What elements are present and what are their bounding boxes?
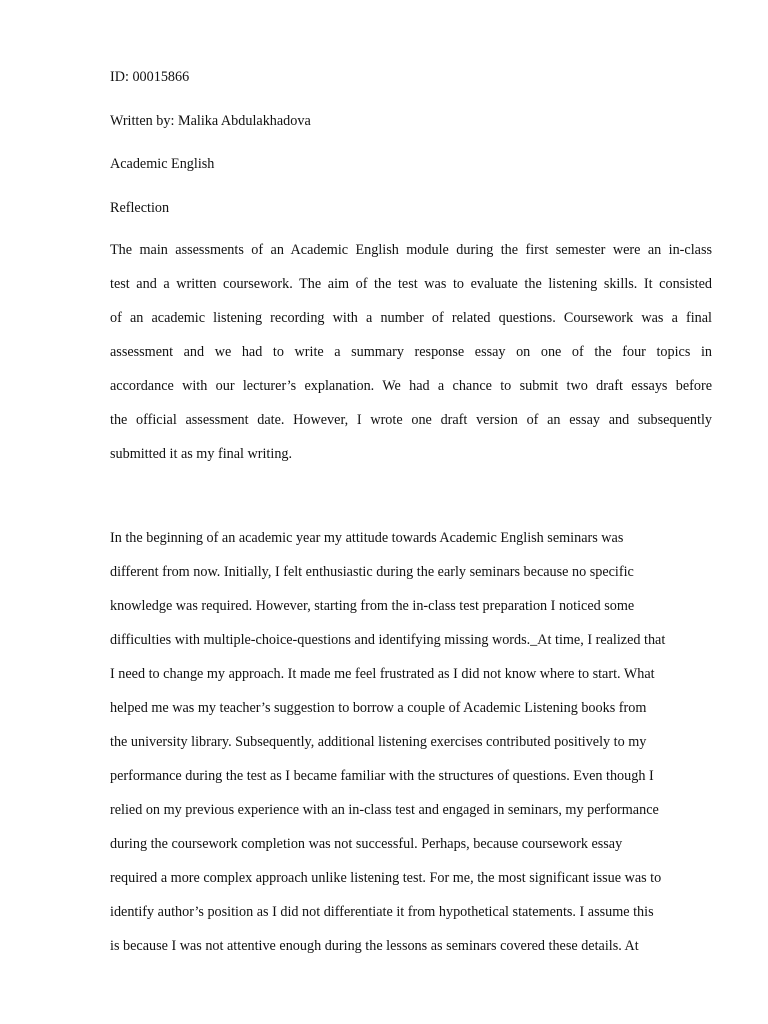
paragraph-line: identify author’s position as I did not differentiate it from hypothetical statements. I assume this [110, 904, 654, 920]
paragraph-line: relied on my previous experience with an in-class test and engaged in seminars, my performance [110, 802, 659, 818]
paragraph-line: of an academic listening recording with a number of related questions. Coursework was a final [110, 310, 712, 326]
paragraph-line: difficulties with multiple-choice-questions and identifying missing words._At time, I realized that [110, 632, 666, 648]
paragraph-line: the official assessment date. However, I wrote one draft version of an essay and subsequently [110, 412, 712, 428]
course-name: Academic English [110, 156, 215, 172]
paragraph-line: I need to change my approach. It made me feel frustrated as I did not know where to start. What [110, 666, 655, 682]
paragraph-line: In the beginning of an academic year my attitude towards Academic English seminars was [110, 530, 624, 546]
student-id: ID: 00015866 [110, 69, 190, 85]
paragraph-line: test and a written coursework. The aim of the test was to evaluate the listening skills. It consisted [110, 276, 712, 292]
paragraph-line: assessment and we had to write a summary response essay on one of the four topics in [110, 344, 712, 360]
paragraph-line: knowledge was required. However, starting from the in-class test preparation I noticed some [110, 598, 635, 614]
author-line: Written by: Malika Abdulakhadova [110, 113, 311, 129]
section-heading: Reflection [110, 200, 170, 216]
paragraph-line: submitted it as my final writing. [110, 446, 293, 462]
paragraph-assessments [110, 241, 712, 479]
paragraph-line: different from now. Initially, I felt enthusiastic during the early seminars because no specific [110, 564, 634, 580]
paragraph-line: The main assessments of an Academic English module during the first semester were an in-class [110, 242, 712, 258]
paragraph-line: the university library. Subsequently, additional listening exercises contributed positively to my [110, 734, 647, 750]
paragraph-line: accordance with our lecturer’s explanation. We had a chance to submit two draft essays before [110, 378, 712, 394]
paragraph-attitude [110, 529, 712, 971]
paragraph-line: is because I was not attentive enough during the lessons as seminars covered these details. At [110, 938, 639, 954]
paragraph-line: performance during the test as I became familiar with the structures of questions. Even though I [110, 768, 654, 784]
paragraph-line: required a more complex approach unlike listening test. For me, the most significant issue was to [110, 870, 662, 886]
paragraph-line: during the coursework completion was not successful. Perhaps, because coursework essay [110, 836, 623, 852]
paragraph-line: helped me was my teacher’s suggestion to borrow a couple of Academic Listening books from [110, 700, 647, 716]
